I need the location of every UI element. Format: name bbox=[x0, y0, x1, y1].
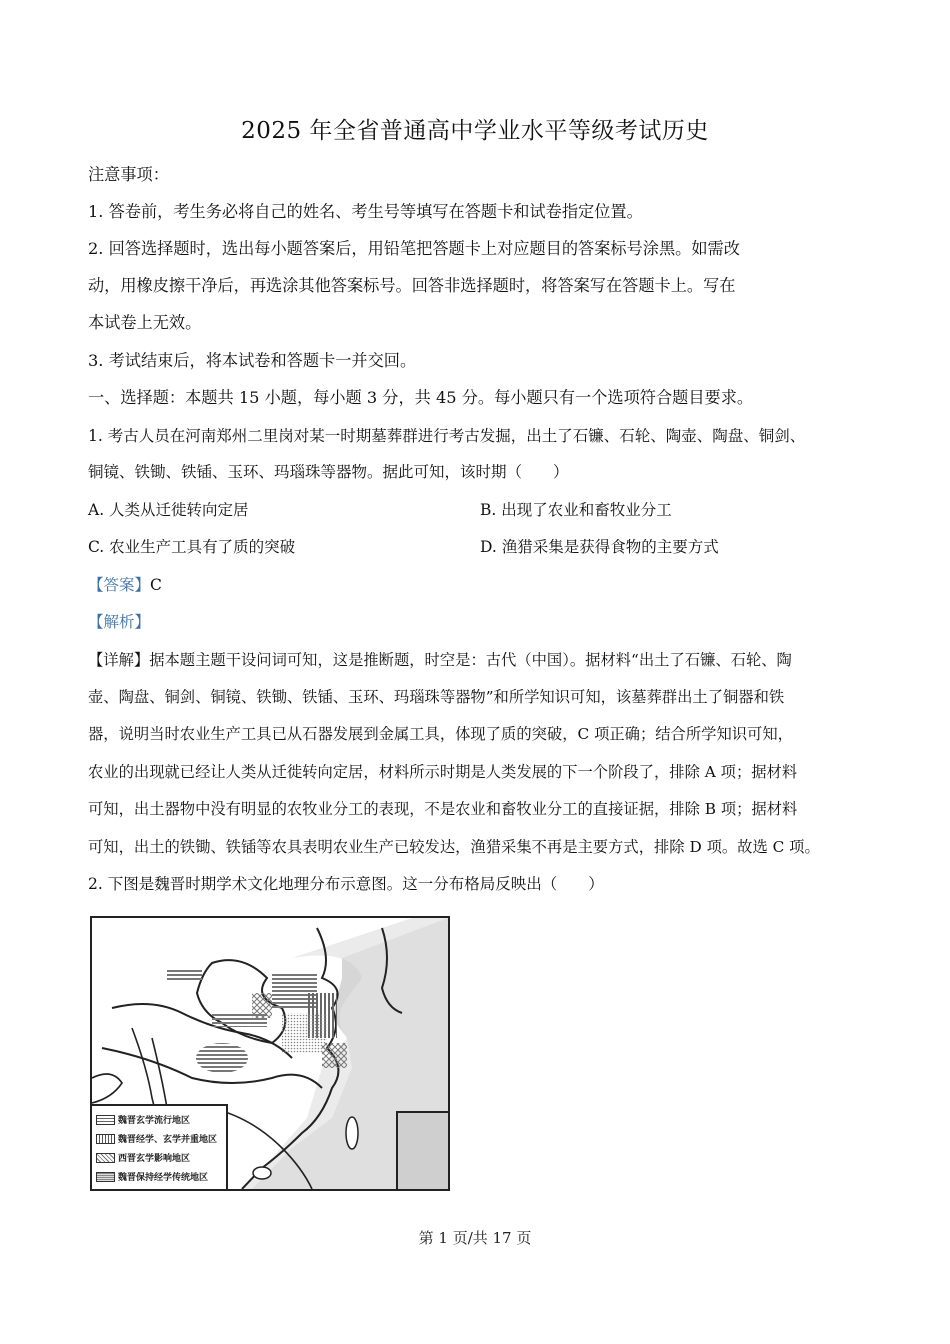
south-sea-inset-map bbox=[396, 1111, 448, 1189]
option-a: A. 人类从迁徙转向定居 bbox=[88, 501, 249, 519]
detail-line-5: 可知，出土器物中没有明显的农牧业分工的表现，不是农业和畜牧业分工的直接证据，排除 B 项；据材料 bbox=[88, 800, 798, 818]
detail-line-2: 壶、陶盘、铜剑、铜镜、铁锄、铁锸、玉环、玛瑙珠等器物”和所学知识可知，该墓葬群出土了铜器和铁 bbox=[88, 688, 785, 706]
section-heading: 一、选择题：本题共 15 小题，每小题 3 分，共 45 分。每小题只有一个选项符合题目要求。 bbox=[88, 388, 754, 407]
notice-item-3: 3. 考试结束后，将本试卷和答题卡一并交回。 bbox=[88, 351, 417, 370]
detail-label: 【详解】 bbox=[88, 651, 150, 669]
legend-label: 魏晋经学、玄学并重地区 bbox=[118, 1135, 218, 1145]
notice-heading: 注意事项： bbox=[88, 165, 169, 184]
notice-item-1: 1. 答卷前，考生务必将自己的姓名、考生号等填写在答题卡和试卷指定位置。 bbox=[88, 202, 643, 221]
hatch-fine-icon bbox=[96, 1172, 115, 1182]
detail-line-1 bbox=[88, 649, 792, 671]
detail-text: 据本题主题干设问词可知，这是推断题，时空是：古代（中国）。据材料“出土了石镰、石轮、陶 bbox=[149, 651, 792, 669]
question-2-stem: 2. 下图是魏晋时期学术文化地理分布示意图。这一分布格局反映出（ ） bbox=[88, 875, 604, 893]
detail-line-4: 农业的出现就已经让人类从迁徙转向定居，材料所示时期是人类发展的下一个阶段了，排除 A 项；据材料 bbox=[88, 763, 798, 781]
notice-item-2-cont: 动，用橡皮擦干净后，再选涂其他答案标号。回答非选择题时，将答案写在答题卡上。写在 bbox=[88, 276, 736, 295]
hatch-vertical-icon bbox=[96, 1134, 115, 1144]
notice-item-2: 2. 回答选择题时，选出每小题答案后，用铅笔把答题卡上对应题目的答案标号涂黑。如需改 bbox=[88, 239, 740, 258]
answer-row bbox=[88, 574, 162, 596]
map-legend bbox=[92, 1104, 228, 1189]
legend-item-1 bbox=[96, 1110, 222, 1129]
option-d: D. 渔猎采集是获得食物的主要方式 bbox=[480, 538, 719, 556]
legend-item-3 bbox=[96, 1148, 222, 1167]
wei-jin-culture-map bbox=[90, 916, 450, 1191]
hatch-horizontal-icon bbox=[96, 1115, 115, 1125]
legend-item-4 bbox=[96, 1167, 222, 1186]
hatch-cross-icon bbox=[96, 1153, 115, 1163]
notice-item-2-end: 本试卷上无效。 bbox=[88, 313, 202, 332]
answer-label: 【答案】 bbox=[88, 576, 151, 594]
legend-item-2 bbox=[96, 1129, 222, 1148]
page-footer: 第 1 页/共 17 页 bbox=[418, 1229, 532, 1247]
detail-line-3: 器，说明当时农业生产工具已从石器发展到金属工具，体现了质的突破，C 项正确；结合所学知识可知， bbox=[88, 725, 793, 743]
question-1-stem-line-2: 铜镜、铁锄、铁锸、玉环、玛瑙珠等器物。据此可知，该时期（ ） bbox=[88, 463, 569, 481]
legend-label: 魏晋保持经学传统地区 bbox=[118, 1173, 209, 1183]
analysis-label: 【解析】 bbox=[88, 613, 151, 631]
document-title: 2025 年全省普通高中学业水平等级考试历史 bbox=[241, 118, 709, 144]
option-b: B. 出现了农业和畜牧业分工 bbox=[480, 501, 672, 519]
legend-label: 西晋玄学影响地区 bbox=[118, 1154, 191, 1164]
detail-line-6: 可知，出土的铁锄、铁锸等农具表明农业生产已较发达，渔猎采集不再是主要方式，排除 D 项。故选 C 项。 bbox=[88, 838, 820, 856]
option-c: C. 农业生产工具有了质的突破 bbox=[88, 538, 296, 556]
answer-value: C bbox=[150, 576, 162, 594]
question-1-stem-line-1: 1. 考古人员在河南郑州二里岗对某一时期墓葬群进行考古发掘，出土了石镰、石轮、陶壶、陶盘、铜剑、 bbox=[88, 427, 806, 445]
legend-label: 魏晋玄学流行地区 bbox=[118, 1116, 191, 1126]
